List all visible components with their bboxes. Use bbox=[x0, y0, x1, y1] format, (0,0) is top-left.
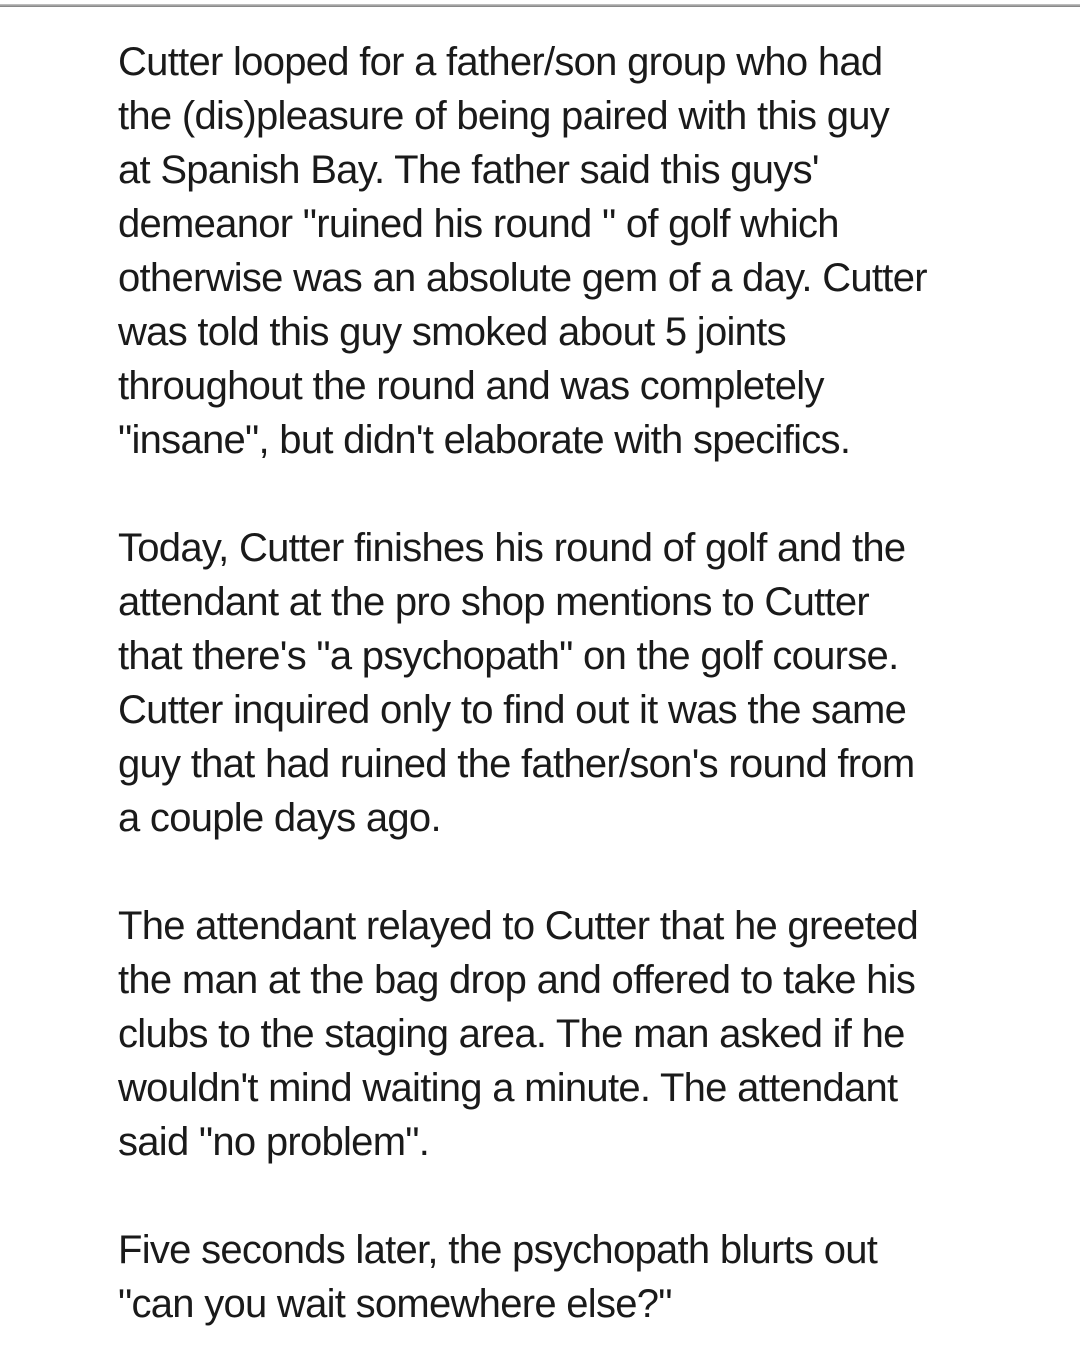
post-text-line: "insane", but didn't elaborate with specifics. bbox=[118, 418, 851, 462]
post-text-line: that there's "a psychopath" on the golf course. bbox=[118, 634, 899, 678]
post-text-line: The attendant relayed to Cutter that he greeted bbox=[118, 904, 919, 948]
post-paragraph bbox=[118, 521, 970, 845]
post-paragraph bbox=[118, 899, 970, 1169]
post-text-line: Today, Cutter finishes his round of golf and the bbox=[118, 526, 906, 570]
post-text-line: a couple days ago. bbox=[118, 796, 441, 840]
post-text-line: throughout the round and was completely bbox=[118, 364, 824, 408]
post-body-text bbox=[0, 7, 1080, 1331]
post-text-line: otherwise was an absolute gem of a day. Cutter bbox=[118, 256, 927, 300]
post-text-line: said "no problem". bbox=[118, 1120, 430, 1164]
post-text-line: guy that had ruined the father/son's round from bbox=[118, 742, 915, 786]
post-paragraph bbox=[118, 1223, 970, 1331]
post-text-line: the (dis)pleasure of being paired with this guy bbox=[118, 94, 890, 138]
post-text-line: clubs to the staging area. The man asked if he bbox=[118, 1012, 905, 1056]
post-text-line: Cutter looped for a father/son group who had bbox=[118, 40, 883, 84]
post-paragraph bbox=[118, 35, 970, 467]
post-text-line: attendant at the pro shop mentions to Cutter bbox=[118, 580, 870, 624]
post-text-line: "can you wait somewhere else?" bbox=[118, 1282, 672, 1326]
post-text-line: the man at the bag drop and offered to take his bbox=[118, 958, 916, 1002]
post-text-line: at Spanish Bay. The father said this guys' bbox=[118, 148, 819, 192]
post-text-line: Five seconds later, the psychopath blurts out bbox=[118, 1228, 878, 1272]
post-text-line: Cutter inquired only to find out it was the same bbox=[118, 688, 907, 732]
post-text-line: wouldn't mind waiting a minute. The attendant bbox=[118, 1066, 898, 1110]
post-text-line: demeanor "ruined his round " of golf which bbox=[118, 202, 839, 246]
post-text-line: was told this guy smoked about 5 joints bbox=[118, 310, 786, 354]
